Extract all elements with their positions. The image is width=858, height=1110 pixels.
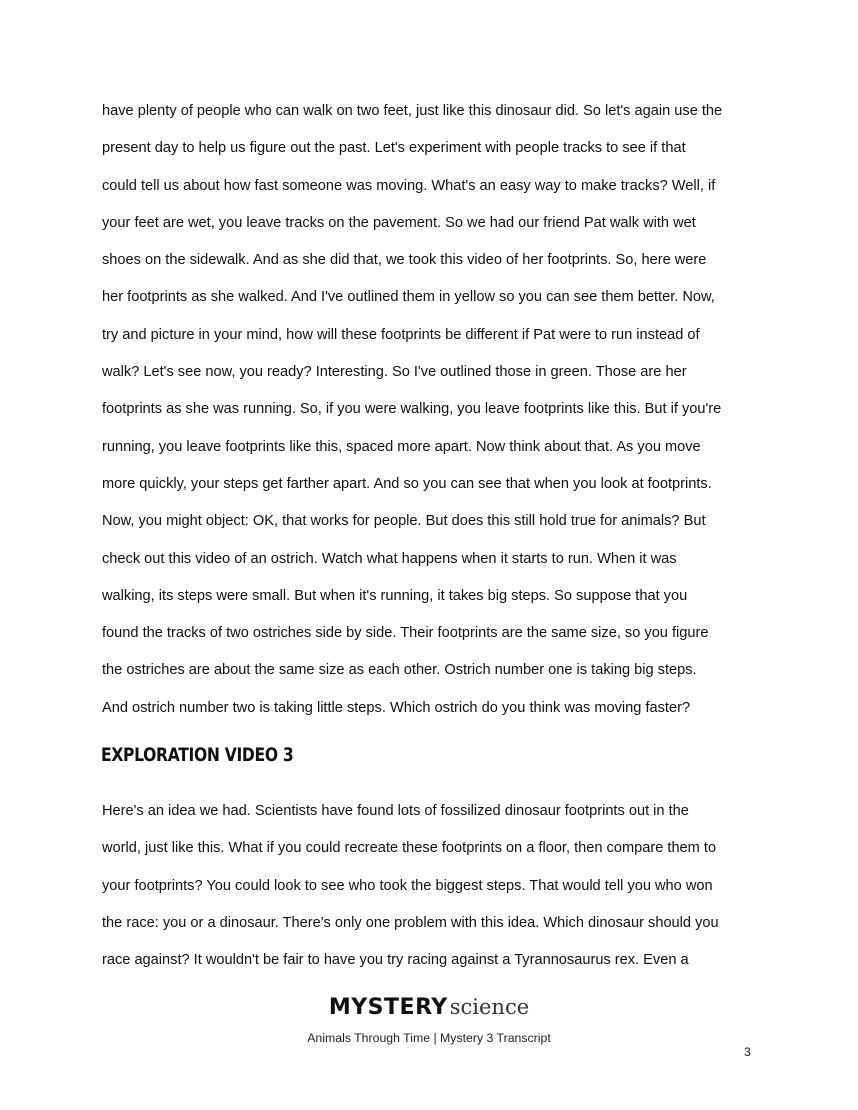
text-line: more quickly, your steps get farther apart. And so you can see that when you look at footprints. [102, 475, 712, 492]
text-line: the ostriches are about the same size as each other. Ostrich number one is taking big steps. [102, 662, 697, 679]
text-line: found the tracks of two ostriches side by side. Their footprints are the same size, so you figure [102, 625, 709, 642]
logo-bold-text: MYSTERY [328, 995, 448, 1020]
text-line: world, just like this. What if you could recreate these footprints on a floor, then compare them to [102, 840, 717, 857]
text-line: your footprints? You could look to see who took the biggest steps. That would tell you who won [102, 877, 713, 894]
mystery-science-logo [0, 994, 858, 1020]
text-line: race against? It wouldn't be fair to have you try racing against a Tyrannosaurus rex. Even a [102, 952, 689, 969]
logo-light-text: science [449, 995, 530, 1019]
text-line: running, you leave footprints like this, spaced more apart. Now think about that. As you move [102, 438, 701, 455]
text-line: could tell us about how fast someone was moving. What's an easy way to make tracks? Well, if [102, 177, 716, 194]
text-line: present day to help us figure out the past. Let's experiment with people tracks to see if that [102, 140, 686, 157]
text-line: have plenty of people who can walk on two feet, just like this dinosaur did. So let's again use the [102, 103, 723, 119]
page-number: 3 [744, 1045, 751, 1059]
text-line: your feet are wet, you leave tracks on the pavement. So we had our friend Pat walk with wet [102, 214, 696, 231]
text-line: walk? Let's see now, you ready? Interesting. So I've outlined those in green. Those are her [102, 364, 687, 381]
text-line: Now, you might object: OK, that works for people. But does this still hold true for animals? But [102, 513, 706, 530]
text-line: shoes on the sidewalk. And as she did that, we took this video of her footprints. So, here were [102, 252, 707, 269]
text-line: try and picture in your mind, how will these footprints be different if Pat were to run instead of [102, 326, 700, 343]
text-line: walking, its steps were small. But when it's running, it takes big steps. So suppose that you [102, 587, 688, 604]
text-line: footprints as she was running. So, if you were walking, you leave footprints like this. But if you're [102, 401, 722, 418]
section-heading: EXPLORATION VIDEO 3 [101, 744, 294, 766]
text-line: And ostrich number two is taking little steps. Which ostrich do you think was moving faster? [102, 699, 691, 716]
transcript-paragraph-2 [102, 793, 762, 979]
footer-caption: Animals Through Time | Mystery 3 Transcript [307, 1031, 551, 1045]
text-line: Here's an idea we had. Scientists have found lots of fossilized dinosaur footprints out in the [102, 803, 689, 819]
text-line: her footprints as she walked. And I've outlined them in yellow so you can see them better. Now, [102, 289, 715, 306]
text-line: check out this video of an ostrich. Watch what happens when it starts to run. When it was [102, 550, 677, 567]
text-line: the race: you or a dinosaur. There's only one problem with this idea. Which dinosaur should you [102, 914, 719, 931]
transcript-paragraph-1 [102, 93, 762, 727]
